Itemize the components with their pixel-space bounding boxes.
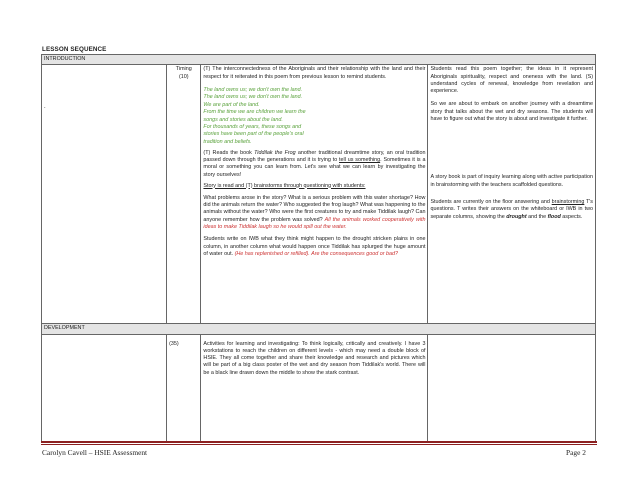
iwb-text: Students write on IWB what they think might happen to the drought stricken plains in one column, in another column what would happen once Tiddilak has splurged the huge amount of water out.	[203, 236, 426, 257]
development-teacher-cell	[201, 334, 428, 442]
student-text: aspects.	[560, 213, 583, 220]
blank-mark: .	[44, 104, 46, 111]
student-paragraph-journey: So we are about to embark on another journey with a dreamtime story that talks about the wet and dry seasons. The students will have to figure out what the story is about and investigate it further.	[430, 101, 593, 123]
poem-line: From the time we are children we learn the	[203, 109, 306, 116]
answer-note: All the animals worked cooperatively with ideas to make Tiddilak laugh so he would spill out the water.	[203, 216, 426, 230]
introduction-teacher-cell	[201, 65, 428, 324]
introduction-header-row	[42, 55, 596, 65]
development-label: DEVELOPMENT	[42, 324, 596, 334]
development-blank-cell	[42, 334, 167, 442]
book-title: Tiddilak the Frog	[254, 149, 296, 156]
development-row	[42, 334, 596, 442]
introduction-student-cell	[428, 65, 596, 324]
lesson-sequence-heading: LESSON SEQUENCE	[42, 46, 107, 53]
introduction-row	[42, 65, 596, 324]
underlined-word: brainstorming	[551, 198, 585, 205]
poem-line: For thousands of years, these songs and	[203, 123, 302, 130]
poem-line: The land owns us; we don't own the land.	[203, 94, 303, 101]
teacher-paragraph-poem-intro: (T) The interconnectedness of the Aboriginals and their relationship with the land and their respect for it reiterated in this poem from previous lesson to remind students.	[203, 66, 426, 80]
poem-block	[203, 87, 425, 146]
poem-line: We are part of the land.	[203, 101, 260, 108]
timing-value: (10)	[178, 73, 189, 80]
footer-page-number: Page 2	[566, 448, 586, 457]
student-text: and the	[526, 213, 548, 220]
underlined-phrase: tell us something	[339, 157, 381, 164]
poem-line: The land owns us; we don't own the land.	[203, 86, 303, 93]
teacher-iwb-paragraph	[203, 236, 425, 258]
reading-text: . Sometimes it is a moral or something you can learn from. Let's see what we can learn by investigating the story ourselves!	[203, 157, 426, 178]
student-paragraph-poem: Students read this poem together; the ideas in it represent Aboriginals spirituality, respect and oneness with the land. (S) understand cycles of renewal, knowledge from revelation and experience.	[430, 66, 593, 95]
introduction-timing-cell	[167, 65, 201, 324]
teacher-brainstorm-heading: Story is read and (T) brainstorms through questioning with students:	[203, 182, 366, 189]
introduction-blank-cell	[42, 65, 167, 324]
timing-value: (35)	[169, 340, 179, 347]
development-paragraph: Activities for learning and investigating: To think logically, critically and creatively. I have 3 workstations to reach the children on different levels - which may need a double block of HSIE. They all come together and share their knowledge and research and pictures which will be part of a big class poster of the wet and dry season from Tiddilak's world. There will be a black line drawn down the middle to show the stark contrast.	[203, 340, 426, 376]
introduction-label: INTRODUCTION	[42, 55, 596, 65]
lesson-sequence-table	[41, 54, 596, 443]
timing-label: Timing	[175, 66, 192, 73]
emphasis-word: flood	[547, 213, 561, 220]
student-paragraph-inquiry: A story book is part of inquiry learning along with active participation in brainstorming with the teachers scaffolded questions.	[430, 174, 593, 188]
student-text: T's questions. T writes their answers on the whiteboard or IWB in two separate columns, showing the	[430, 198, 594, 220]
student-text: Students are currently on the floor answering and	[430, 198, 552, 205]
footer-rule-thin	[41, 444, 597, 445]
reading-text: another traditional dreamtime story, an oral tradition passed down through the generations and it is trying to	[203, 149, 426, 164]
development-timing-cell	[167, 334, 201, 442]
teacher-paragraph-reading	[203, 150, 425, 179]
student-paragraph-brainstorm	[430, 199, 593, 221]
consequence-note: (He has replenished or refilled). Are the consequences good or bad?	[234, 250, 399, 257]
questions-text: What problems arose in the story? What is a serious problem with this water shortage? How did the animals return the water? Who suggested the frog laugh? What was happening to the animals without the water? Who were the first creatures to try and make Tiddilak laugh? Can anyone remember how the problem was solved?	[203, 194, 426, 223]
development-student-cell	[428, 334, 596, 442]
teacher-questions-paragraph	[203, 195, 425, 231]
footer-author: Carolyn Cavell – HSIE Assessment	[42, 448, 148, 457]
poem-line: tradition and beliefs.	[203, 138, 252, 145]
reading-text: (T) Reads the book	[203, 149, 255, 156]
footer-rule	[41, 441, 597, 443]
emphasis-word: drought	[506, 213, 527, 220]
poem-line: songs and stories about the land.	[203, 116, 283, 123]
development-header-row	[42, 324, 596, 334]
poem-line: stories have been part of the people's oral	[203, 131, 304, 138]
